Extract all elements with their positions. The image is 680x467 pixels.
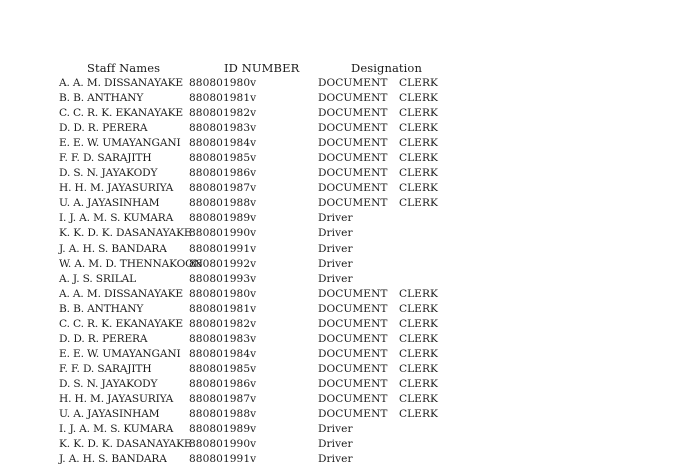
id-number-cell: 880801985v — [189, 152, 257, 165]
staff-name-cell: B. B. ANTHANY — [59, 92, 144, 105]
id-number-cell: 880801980v — [189, 77, 257, 89]
table-header — [0, 61, 680, 77]
table-row — [0, 136, 680, 151]
table-row — [0, 257, 680, 272]
staff-name-cell: C. C. R. K. EKANAYAKE — [59, 317, 183, 330]
staff-name-cell: J. A. H. S. BANDARA — [59, 242, 167, 255]
table-row — [0, 272, 680, 287]
staff-name-cell: U. A. JAYASINHAM — [59, 197, 160, 210]
staff-name-cell: A. A. M. DISSANAYAKE — [59, 287, 183, 300]
staff-name-cell: J. A. H. S. BANDARA — [59, 453, 167, 466]
staff-name-cell: B. B. ANTHANY — [59, 302, 144, 315]
table-row — [0, 166, 680, 181]
table-row — [0, 242, 680, 257]
designation-cell: DOCUMENT CLERK — [318, 332, 438, 345]
designation-cell: DOCUMENT CLERK — [318, 77, 438, 89]
designation-cell: DOCUMENT CLERK — [318, 362, 438, 375]
id-number-cell: 880801982v — [189, 317, 257, 330]
designation-cell: DOCUMENT CLERK — [318, 137, 438, 150]
table-row — [0, 302, 680, 317]
id-number-cell: 880801990v — [189, 227, 257, 240]
designation-cell: DOCUMENT CLERK — [318, 408, 438, 421]
staff-name-cell: K. K. D. K. DASANAYAKE — [59, 227, 192, 240]
table-row — [0, 76, 680, 91]
id-number-cell: 880801992v — [189, 257, 257, 270]
id-number-cell: 880801988v — [189, 408, 257, 421]
id-number-cell: 880801981v — [189, 302, 257, 315]
staff-name-cell: F. F. D. SARAJITH — [59, 152, 152, 165]
id-number-cell: 880801987v — [189, 182, 257, 195]
table-row — [0, 151, 680, 166]
table-row — [0, 407, 680, 422]
staff-name-cell: I. J. A. M. S. KUMARA — [59, 423, 174, 436]
designation-cell: DOCUMENT CLERK — [318, 347, 438, 360]
table-row — [0, 347, 680, 362]
staff-name-cell: E. E. W. UMAYANGANI — [59, 137, 181, 150]
id-number-cell: 880801990v — [189, 438, 257, 451]
id-number-cell: 880801987v — [189, 392, 257, 405]
staff-table-body — [0, 76, 680, 467]
staff-name-cell: I. J. A. M. S. KUMARA — [59, 212, 174, 225]
id-number-cell: 880801989v — [189, 212, 257, 225]
staff-name-cell: D. D. R. PERERA — [59, 122, 148, 135]
id-number-cell: 880801985v — [189, 362, 257, 375]
staff-name-cell: E. E. W. UMAYANGANI — [59, 347, 181, 360]
staff-name-cell: H. H. M. JAYASURIYA — [59, 392, 174, 405]
designation-cell: DOCUMENT CLERK — [318, 197, 438, 210]
id-number-cell: 880801983v — [189, 332, 257, 345]
id-number-cell: 880801993v — [189, 272, 257, 285]
table-row — [0, 121, 680, 136]
table-row — [0, 317, 680, 332]
staff-name-cell: A. A. M. DISSANAYAKE — [59, 77, 183, 89]
id-number-cell: 880801982v — [189, 107, 257, 120]
id-number-cell: 880801988v — [189, 197, 257, 210]
designation-cell: DOCUMENT CLERK — [318, 167, 438, 180]
table-row — [0, 211, 680, 226]
id-number-cell: 880801991v — [189, 242, 257, 255]
id-number-cell: 880801984v — [189, 137, 257, 150]
table-row — [0, 362, 680, 377]
id-number-cell: 880801986v — [189, 167, 257, 180]
designation-cell: DOCUMENT CLERK — [318, 92, 438, 105]
designation-cell: DOCUMENT CLERK — [318, 182, 438, 195]
header-staff-names: Staff Names — [87, 61, 161, 75]
staff-name-cell: U. A. JAYASINHAM — [59, 408, 160, 421]
table-row — [0, 422, 680, 437]
designation-cell: DOCUMENT CLERK — [318, 317, 438, 330]
designation-cell: DOCUMENT CLERK — [318, 302, 438, 315]
table-row — [0, 452, 680, 467]
header-id-number: ID NUMBER — [224, 61, 300, 75]
designation-cell: Driver — [318, 272, 353, 285]
staff-name-cell: D. S. N. JAYAKODY — [59, 167, 158, 180]
designation-cell: DOCUMENT CLERK — [318, 152, 438, 165]
table-row — [0, 437, 680, 452]
designation-cell: DOCUMENT CLERK — [318, 107, 438, 120]
id-number-cell: 880801981v — [189, 92, 257, 105]
designation-cell: DOCUMENT CLERK — [318, 377, 438, 390]
staff-name-cell: F. F. D. SARAJITH — [59, 362, 152, 375]
staff-name-cell: A. J. S. SRILAL — [59, 272, 137, 285]
staff-name-cell: H. H. M. JAYASURIYA — [59, 182, 174, 195]
staff-name-cell: K. K. D. K. DASANAYAKE — [59, 438, 192, 451]
designation-cell: Driver — [318, 227, 353, 240]
table-row — [0, 181, 680, 196]
staff-name-cell: D. D. R. PERERA — [59, 332, 148, 345]
table-row — [0, 332, 680, 347]
staff-name-cell: C. C. R. K. EKANAYAKE — [59, 107, 183, 120]
id-number-cell: 880801980v — [189, 287, 257, 300]
table-row — [0, 377, 680, 392]
staff-name-cell: W. A. M. D. THENNAKOON — [59, 257, 203, 270]
staff-name-cell: D. S. N. JAYAKODY — [59, 377, 158, 390]
id-number-cell: 880801989v — [189, 423, 257, 436]
id-number-cell: 880801991v — [189, 453, 257, 466]
designation-cell: Driver — [318, 423, 353, 436]
table-row — [0, 392, 680, 407]
designation-cell: Driver — [318, 453, 353, 466]
id-number-cell: 880801984v — [189, 347, 257, 360]
table-row — [0, 196, 680, 211]
table-row — [0, 106, 680, 121]
designation-cell: Driver — [318, 242, 353, 255]
designation-cell: Driver — [318, 212, 353, 225]
id-number-cell: 880801986v — [189, 377, 257, 390]
table-row — [0, 91, 680, 106]
table-row — [0, 226, 680, 241]
designation-cell: Driver — [318, 257, 353, 270]
designation-cell: DOCUMENT CLERK — [318, 392, 438, 405]
designation-cell: DOCUMENT CLERK — [318, 287, 438, 300]
table-row — [0, 287, 680, 302]
designation-cell: Driver — [318, 438, 353, 451]
id-number-cell: 880801983v — [189, 122, 257, 135]
designation-cell: DOCUMENT CLERK — [318, 122, 438, 135]
header-designation: Designation — [351, 61, 422, 75]
